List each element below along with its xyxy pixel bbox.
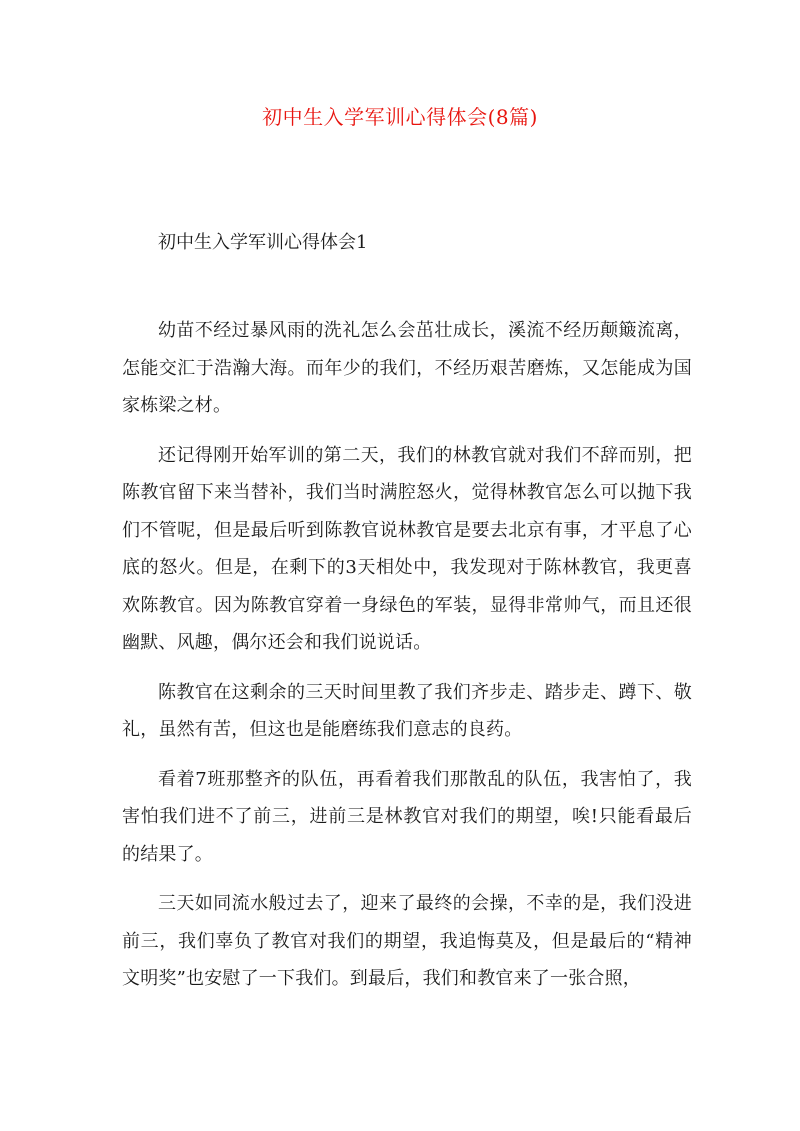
- paragraph-1: 幼苗不经过暴风雨的洗礼怎么会茁壮成长，溪流不经历颠簸流离，怎能交汇于浩瀚大海。而年少的我们，不经历艰苦磨炼，又怎能成为国家栋梁之材。: [122, 320, 692, 416]
- paragraph-2: 还记得刚开始军训的第二天，我们的林教官就对我们不辞而别，把陈教官留下来当替补，我们当时满腔怒火，觉得林教官怎么可以抛下我们不管呢，但是最后听到陈教官说林教官是要去北京有事，才平息了心底的怒火。但是，在剩下的3天相处中，我发现对于陈林教官，我更喜欢陈教官。因为陈教官穿着一身绿色的军装，显得非常帅气，而且还很幽默、风趣，偶尔还会和我们说说话。: [122, 444, 692, 653]
- document-body: [122, 312, 692, 1010]
- document-title: 初中生入学军训心得体会(8篇): [262, 105, 538, 129]
- paragraph-4: 看着7班那整齐的队伍，再看着我们那散乱的队伍，我害怕了，我害怕我们进不了前三，进前三是林教官对我们的期望，唉!只能看最后的结果了。: [122, 768, 692, 865]
- paragraph-3: 陈教官在这剩余的三天时间里教了我们齐步走、踏步走、蹲下、敬礼，虽然有苦，但这也是能磨练我们意志的良药。: [122, 681, 692, 740]
- section-heading: 初中生入学军训心得体会1: [158, 232, 368, 253]
- paragraph-5: 三天如同流水般过去了，迎来了最终的会操，不幸的是，我们没进前三，我们辜负了教官对我们的期望，我追悔莫及，但是最后的“精神文明奖”也安慰了一下我们。到最后，我们和教官来了一张合照，: [122, 893, 692, 989]
